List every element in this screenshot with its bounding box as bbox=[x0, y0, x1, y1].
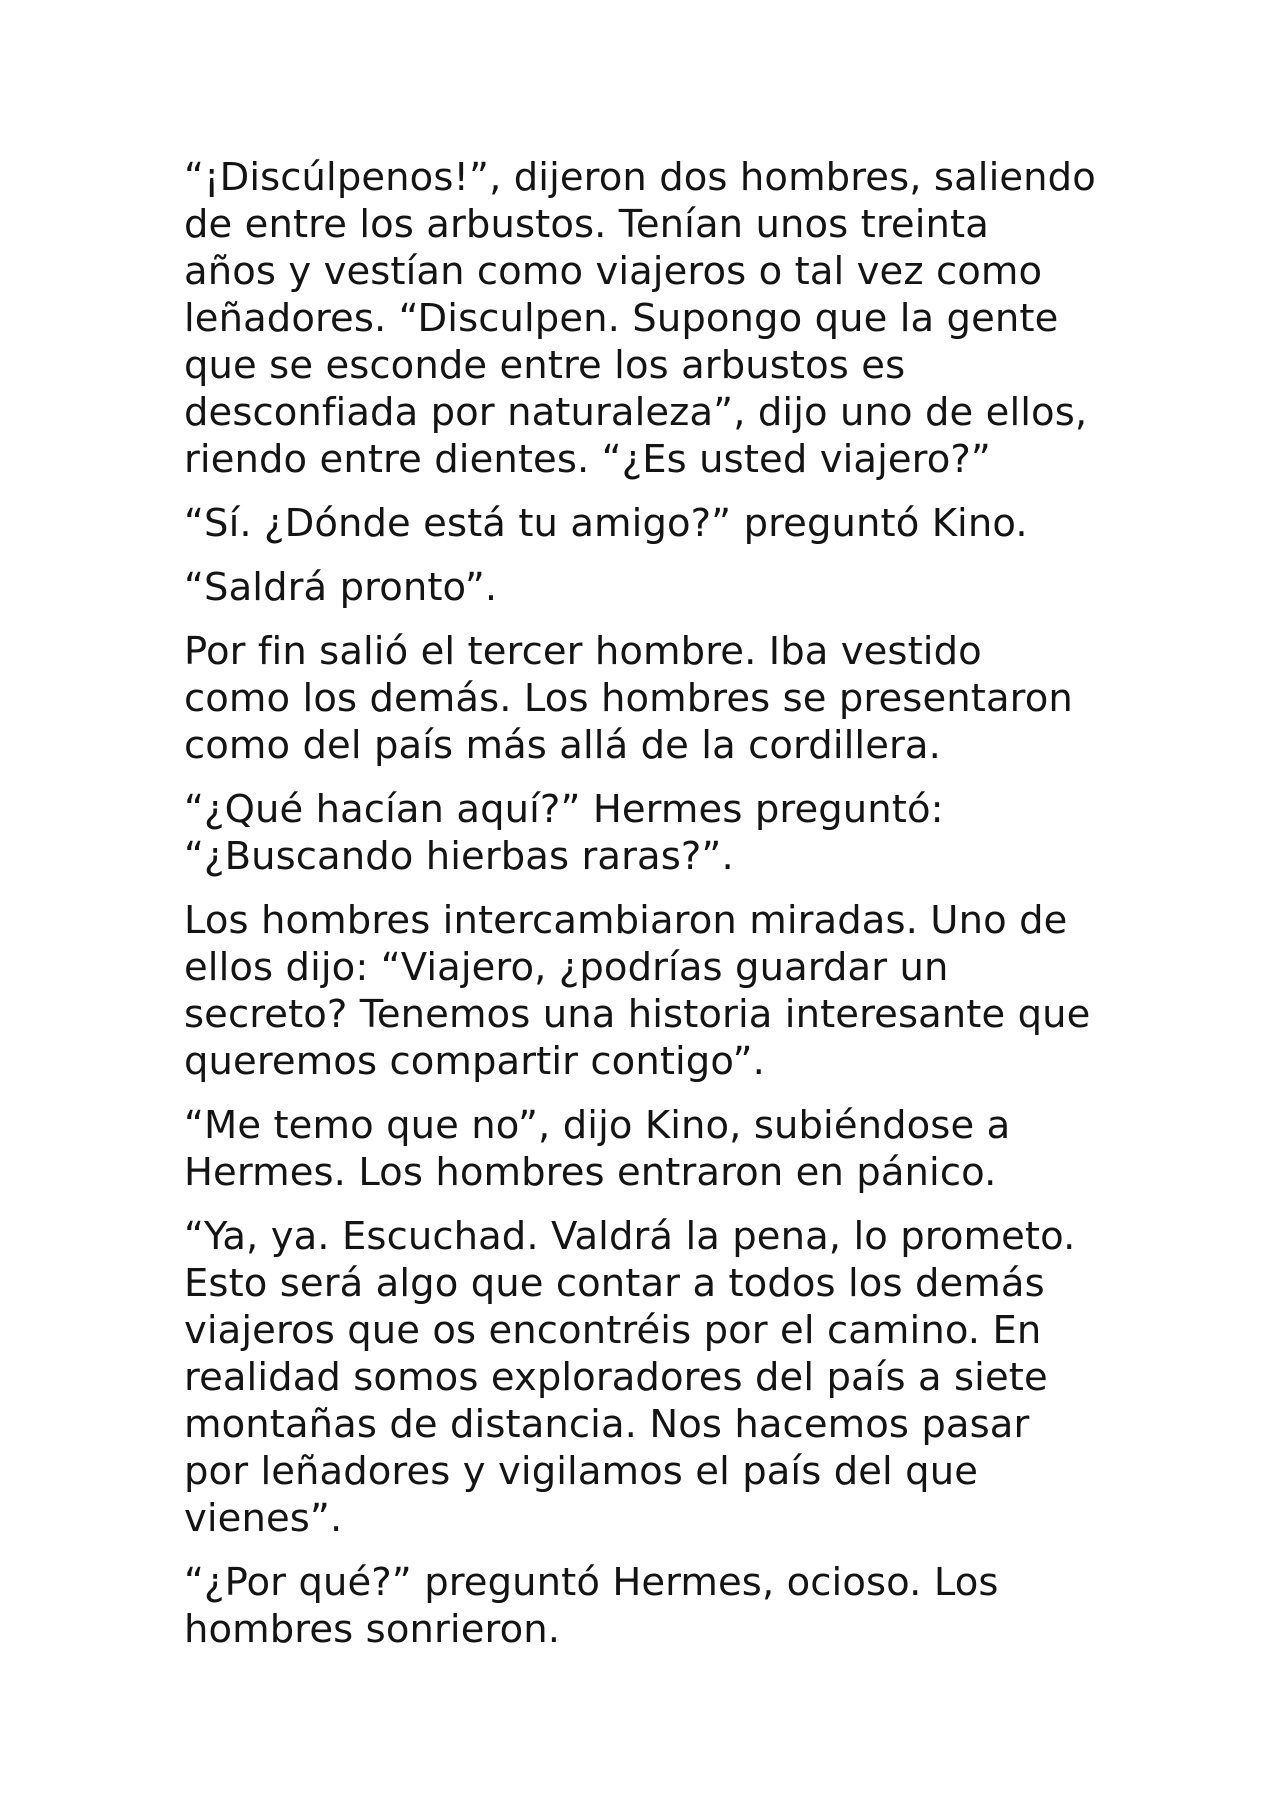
text-line: como del país más allá de la cordillera. bbox=[184, 723, 941, 768]
text-line: ellos dijo: “Viajero, ¿podrías guardar un bbox=[184, 945, 949, 990]
paragraph-1 bbox=[184, 154, 1124, 483]
text-line: como los demás. Los hombres se presentaron bbox=[184, 676, 1073, 721]
text-line: “Me temo que no”, dijo Kino, subiéndose a bbox=[184, 1103, 1011, 1148]
text-line: “Sí. ¿Dónde está tu amigo?” preguntó Kino. bbox=[184, 501, 1028, 546]
text-line: “¿Buscando hierbas raras?”. bbox=[184, 834, 734, 879]
text-line: Por fin salió el tercer hombre. Iba vestido bbox=[184, 629, 982, 674]
paragraph-5 bbox=[184, 786, 1124, 880]
text-line: vienes”. bbox=[184, 1496, 343, 1541]
text-line: “¡Discúlpenos!”, dijeron dos hombres, saliendo bbox=[184, 155, 1096, 200]
text-line: viajeros que os encontréis por el camino. En bbox=[184, 1308, 1042, 1353]
text-line: de entre los arbustos. Tenían unos treinta bbox=[184, 202, 989, 247]
paragraph-6 bbox=[184, 897, 1124, 1085]
text-line: hombres sonrieron. bbox=[184, 1607, 561, 1652]
text-line: años y vestían como viajeros o tal vez como bbox=[184, 249, 1043, 294]
text-line: riendo entre dientes. “¿Es usted viajero?” bbox=[184, 437, 991, 482]
paragraph-8 bbox=[184, 1213, 1124, 1542]
paragraph-7 bbox=[184, 1102, 1124, 1196]
paragraph-4 bbox=[184, 628, 1124, 769]
text-line: realidad somos exploradores del país a siete bbox=[184, 1355, 1048, 1400]
document-page bbox=[184, 154, 1124, 1670]
text-line: leñadores. “Disculpen. Supongo que la gente bbox=[184, 296, 1059, 341]
paragraph-3 bbox=[184, 564, 1124, 611]
text-line: “Ya, ya. Escuchad. Valdrá la pena, lo prometo. bbox=[184, 1214, 1076, 1259]
paragraph-2 bbox=[184, 500, 1124, 547]
text-line: por leñadores y vigilamos el país del que bbox=[184, 1449, 979, 1494]
text-line: Esto será algo que contar a todos los demás bbox=[184, 1261, 1045, 1306]
text-line: “¿Por qué?” preguntó Hermes, ocioso. Los bbox=[184, 1560, 999, 1605]
text-line: “¿Qué hacían aquí?” Hermes preguntó: bbox=[184, 787, 944, 832]
text-line: que se esconde entre los arbustos es bbox=[184, 343, 906, 388]
text-line: montañas de distancia. Nos hacemos pasar bbox=[184, 1402, 1030, 1447]
text-line: “Saldrá pronto”. bbox=[184, 565, 498, 610]
text-line: queremos compartir contigo”. bbox=[184, 1039, 766, 1084]
text-line: Hermes. Los hombres entraron en pánico. bbox=[184, 1150, 997, 1195]
text-line: desconfiada por naturaleza”, dijo uno de ellos, bbox=[184, 390, 1088, 435]
paragraph-9 bbox=[184, 1559, 1124, 1653]
text-line: Los hombres intercambiaron miradas. Uno de bbox=[184, 898, 1068, 943]
text-line: secreto? Tenemos una historia interesante que bbox=[184, 992, 1091, 1037]
